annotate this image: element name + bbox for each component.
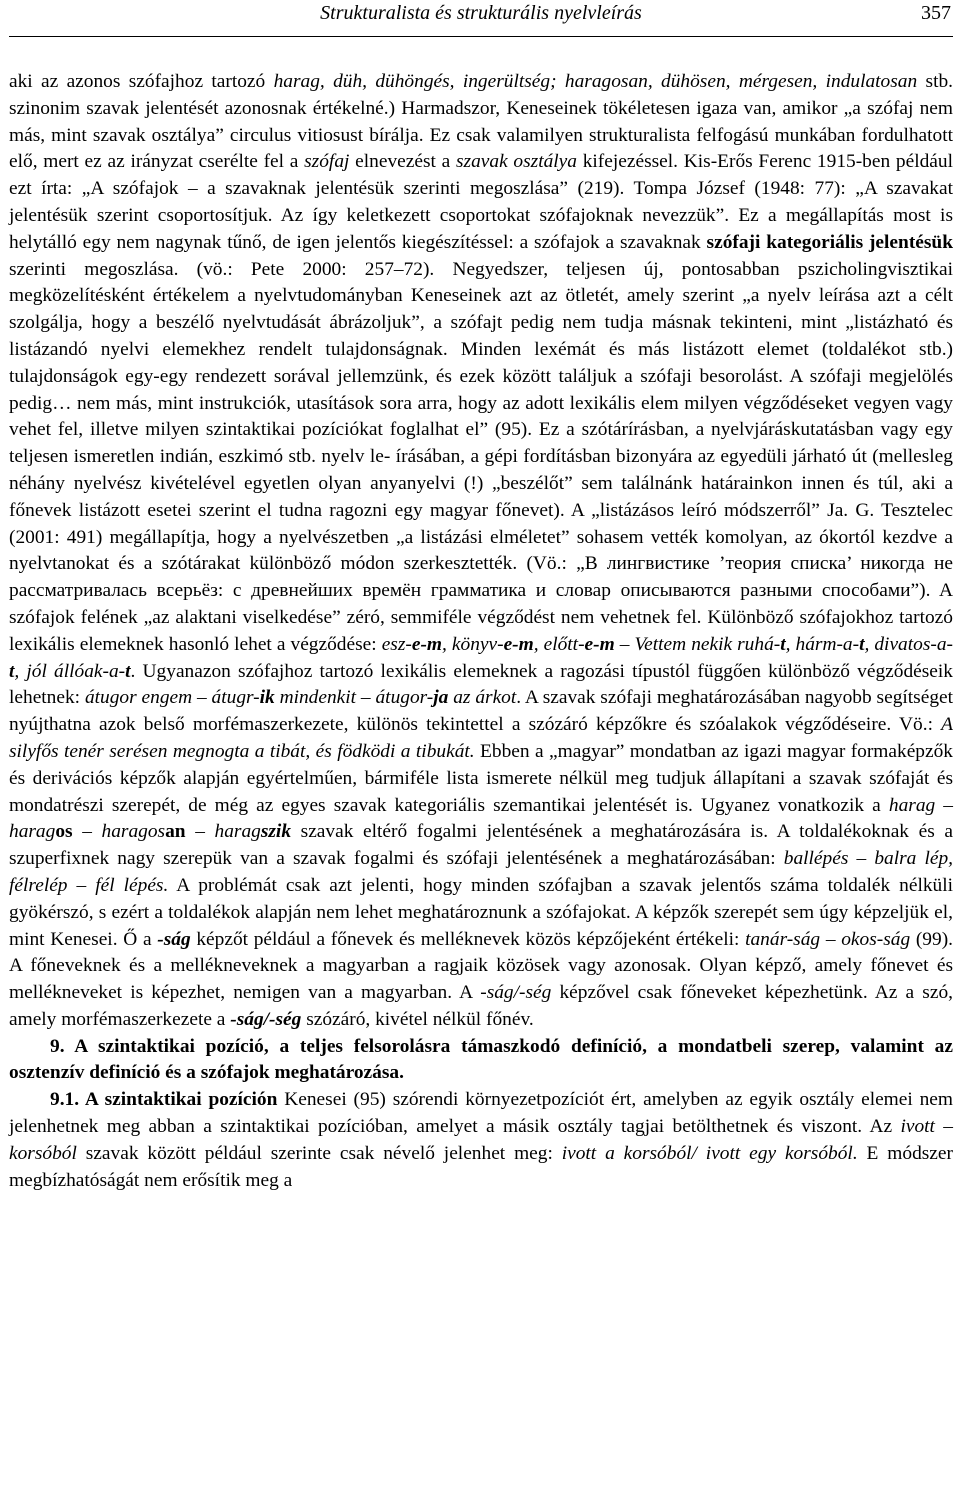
text-run: – <box>356 687 376 709</box>
text-run: szik <box>260 821 292 843</box>
text-run: esz- <box>381 633 412 655</box>
text-run: – <box>67 874 96 896</box>
text-run: – <box>848 848 875 870</box>
text-run: . A szavak szófaji meghatározásában nagyobb segítséget nyújthatna azok belső morfémaszerkezete, különös tekintettel a szózáró képzőkre és szóalakok végződéseire. Vö.: <box>9 687 954 736</box>
text-run: balra lép, félrelép <box>9 848 954 896</box>
text-run: os <box>55 821 73 843</box>
header-rule <box>9 36 953 37</box>
page-number: 357 <box>921 2 951 24</box>
text-run: , <box>442 633 452 655</box>
text-run: mindenkit <box>274 687 357 709</box>
text-run: e-m <box>503 633 534 655</box>
text-run: korsóból <box>9 1142 77 1164</box>
text-run: – <box>934 1116 954 1138</box>
text-run: ballépés <box>783 848 849 870</box>
text-run: stb. szinonim szavak jelentését azonosnak értékelné.) Harmadszor, Keneseinek tökéletesen igaza van, amikor „a szófaj nem más, mint szavak osztálya” circulus vitiosust bírálja. Ez csak valamilyen strukturalista felfogású munkában fordulhatott elő, mert ez az irányzat cserélte fel a <box>9 71 953 173</box>
text-run: E módszer megbízhatóságát nem erősítik meg a <box>9 1142 953 1191</box>
text-run: ivott <box>900 1116 935 1138</box>
running-header <box>9 0 953 32</box>
text-run: e-m <box>411 633 442 655</box>
text-run: harag <box>888 794 936 816</box>
text-run: szerinti megoszlása. (vö.: Pete 2000: 257–72). Negyedszer, teljesen új, pontosabban pszicholingvisztikai megközelítésként értékelem a nyelvtudományban Keneseinek azt az ötletét, amely szerint „a nyelv leírása azt a célt szolgálja, hogy a beszélő nyelvtudását ábrázoljuk”, a szófajt pedig nem tudja másnak tekinteni, mint „listázható és listázandó nyelvi elemekhez rendelt tulajdonságnak. Minden lexémát és más listázott elemet (toldalékot stb.) tulajdonságok egy-egy rendezett sorával jellemzünk, és ezek között találjuk a szófaji besorolást. A szófaji megjelölés pedig… nem más, mint instrukciók, utasítások sora arra, hogy az adott lexikális elem milyen végződéseket vegyen vagy vehet fel, illetve milyen szintaktikai pozíciókat foglalhat el” (95). Ez a szótárírásban, a nyelvjáráskutatásban vagy egy teljesen ismeretlen indián, eszkimó stb. nyelv le- írásában, a gépi fordításban bizonyára az egyedüli járható út (mellesleg néhány nyelvész kivételével egyetlen olyan anyanyelvi (!) „beszélőt” sem találnánk határainkon innen és túl, aki a főnevek listázott esetei szerint el tudna ragozni egy magyar főnevet). A „listázásos leíró módszerről” Ja. G. Tesztelec (2001: 491) megállapítja, hogy a nyelvészetben „a listázási elméletet” sohasem vették komolyan, az ókortól kezdve a nyelvtanokat és a szótárakat különböző módon szerkesztették. (Vö.: „В лингвистике ’теория списка’ никогда не рассматривалась всерьёз: с древнейших времён грамматика и словар описываются разными способами”). A szófajok felének „az alaktani viselkedése” zéró, semmiféle végződést nem vehetnek fel. Különböző szófajokhoz tartozó lexikális elemeknek hasonló lehet a végződése: <box>9 258 953 655</box>
text-run: harag, düh, dühöngés, ingerültség; haragosan, dühösen, mérgesen, indulatosan <box>273 71 918 92</box>
text-run: átugr- <box>211 687 260 709</box>
text-run: elnevezést a <box>349 151 456 173</box>
text-run: . Ugyanazon szófajhoz tartozó lexikális elemeknek a ragozási típustól függően különböző végződéseik lehetnek: <box>9 660 953 709</box>
text-run: kifejezéssel. Kis-Erős Ferenc 1915-ben például ezt írta: „A szófajok – a szavaknak jelentésük szerinti megoszlása” (219). Tompa József (1948: 77): „A szavakat jelentésük szerint csoportosítjuk. Az így keletkezett csoportokat szófajoknak nevezzük”. Ez a megállapítás most is helytálló egy nem nagynak tűnő, de igen jelentős kiegészítéssel: a szófajok a szavaknak <box>9 151 953 253</box>
text-run: szózáró, kivétel nélkül főnév. <box>301 1008 534 1030</box>
text-run: fél lépés. <box>95 874 169 896</box>
text-run: szavak eltérő fogalmi jelentésének a meghatározására is. A toldalékoknak és a szuperfixnek nagy szerepük van a szavak fogalmi és szófaji jelentésének a meghatározásában: <box>9 821 954 870</box>
text-run: -ság/-ség <box>230 1008 302 1030</box>
text-run: t <box>125 660 131 682</box>
section-heading-9 <box>9 1034 953 1088</box>
text-run: , jól állóak-a- <box>14 660 126 682</box>
text-run: szófaji kategoriális jelentésük <box>706 231 953 253</box>
text-run: képzőt például a főnevek és melléknevek közös képzőjeként értékeli: <box>190 928 746 950</box>
text-run: könyv- <box>451 633 504 655</box>
text-run: ik <box>259 687 275 709</box>
text-run: A silyfős tenér serésen megnogta a tibát, és födködi a tibukát. <box>9 714 953 762</box>
text-run: ja <box>433 687 449 709</box>
text-run: e-m <box>584 633 615 655</box>
text-run: t <box>859 633 865 655</box>
text-run: 9. A szintaktikai pozíció, a teljes felsorolásra támaszkodó definíció, a mondatbeli szerep, valamint az osztenzív definíció és a szófajok meghatározása. <box>9 1035 953 1084</box>
text-run: átugor engem <box>84 687 193 709</box>
text-run: okos-ság <box>841 928 911 950</box>
text-run: ivott a korsóból/ ivott egy korsóból. <box>561 1142 858 1164</box>
text-run: , hárm-a- <box>785 633 860 655</box>
text-run: t <box>9 660 15 682</box>
text-run: Ebben a „magyar” mondatban az igazi magyar formaképzők és derivációs képzők alapján egyértelműen, bármiféle lista ismerete nélkül meg tudjuk állapítani a szavak szófaját és mondatrészi szerepét, de még az egyes szavak kategoriális szemantikai jelentését is. Ugyanez vonatkozik a <box>9 740 953 816</box>
text-run: , divatos-a- <box>864 633 953 655</box>
text-run: haragos <box>101 821 166 843</box>
body-text <box>9 69 953 1194</box>
text-run: képzővel csak főneveket képezhetünk. Az a szó, amely morfémaszerkezete a <box>9 982 953 1030</box>
text-run: – Vettem nekik ruhá- <box>614 633 781 655</box>
running-title: Strukturalista és strukturális nyelvleírás <box>320 2 642 24</box>
text-run: – <box>935 794 954 816</box>
text-run: (99). A főneveknek és a mellékneveknek a magyarban a ragjaik közösek vagy azonosak. Olyan képző, amely főnevet és mellékneveket is képezhet, nemigen van a magyarban. A <box>9 928 954 1004</box>
text-run: – <box>820 928 842 950</box>
text-run: átugor- <box>375 687 434 709</box>
text-run: -ság/-ség <box>480 982 552 1004</box>
text-run: A problémát csak azt jelenti, hogy minden szófajban a szavak jelentős száma toldalék nélküli gyökérszó, s ezért a toldalékok alapján nem lehet meghatároznunk a szófajokat. A képzők szerepét sem úgy képzeljük el, mint Kenesei. Ő a <box>9 874 953 950</box>
text-run: 9.1. A szintaktikai pozíción <box>50 1089 278 1111</box>
text-run: – <box>72 821 102 843</box>
text-run: an <box>165 821 186 843</box>
text-run: , <box>533 633 544 655</box>
paragraph-main <box>9 69 953 1034</box>
text-run: harag <box>9 821 56 843</box>
text-run: -ság <box>157 928 191 950</box>
text-run: – <box>192 687 212 709</box>
text-run: t <box>780 633 786 655</box>
text-run: tanár-ság <box>745 928 821 950</box>
text-run: az árkot <box>448 687 517 709</box>
text-run: aki az azonos szófajhoz tartozó <box>9 71 274 92</box>
text-run: szavak osztálya <box>455 151 577 173</box>
text-run: – <box>185 821 215 843</box>
text-run: szófaj <box>304 151 350 173</box>
paragraph-9-1 <box>9 1087 953 1194</box>
text-run: szavak között például szerinte csak névelő jelenhet meg: <box>76 1142 562 1164</box>
text-run: előtt- <box>543 633 585 655</box>
text-run: Kenesei (95) szórendi környezetpozíciót ért, amelyben az egyik osztály elemei nem jelenhetnek meg abban a szintaktikai pozícióban, amelyet a másik osztály tagjai betölthetnek és viszont. Az <box>9 1089 953 1138</box>
text-run: harag <box>214 821 261 843</box>
